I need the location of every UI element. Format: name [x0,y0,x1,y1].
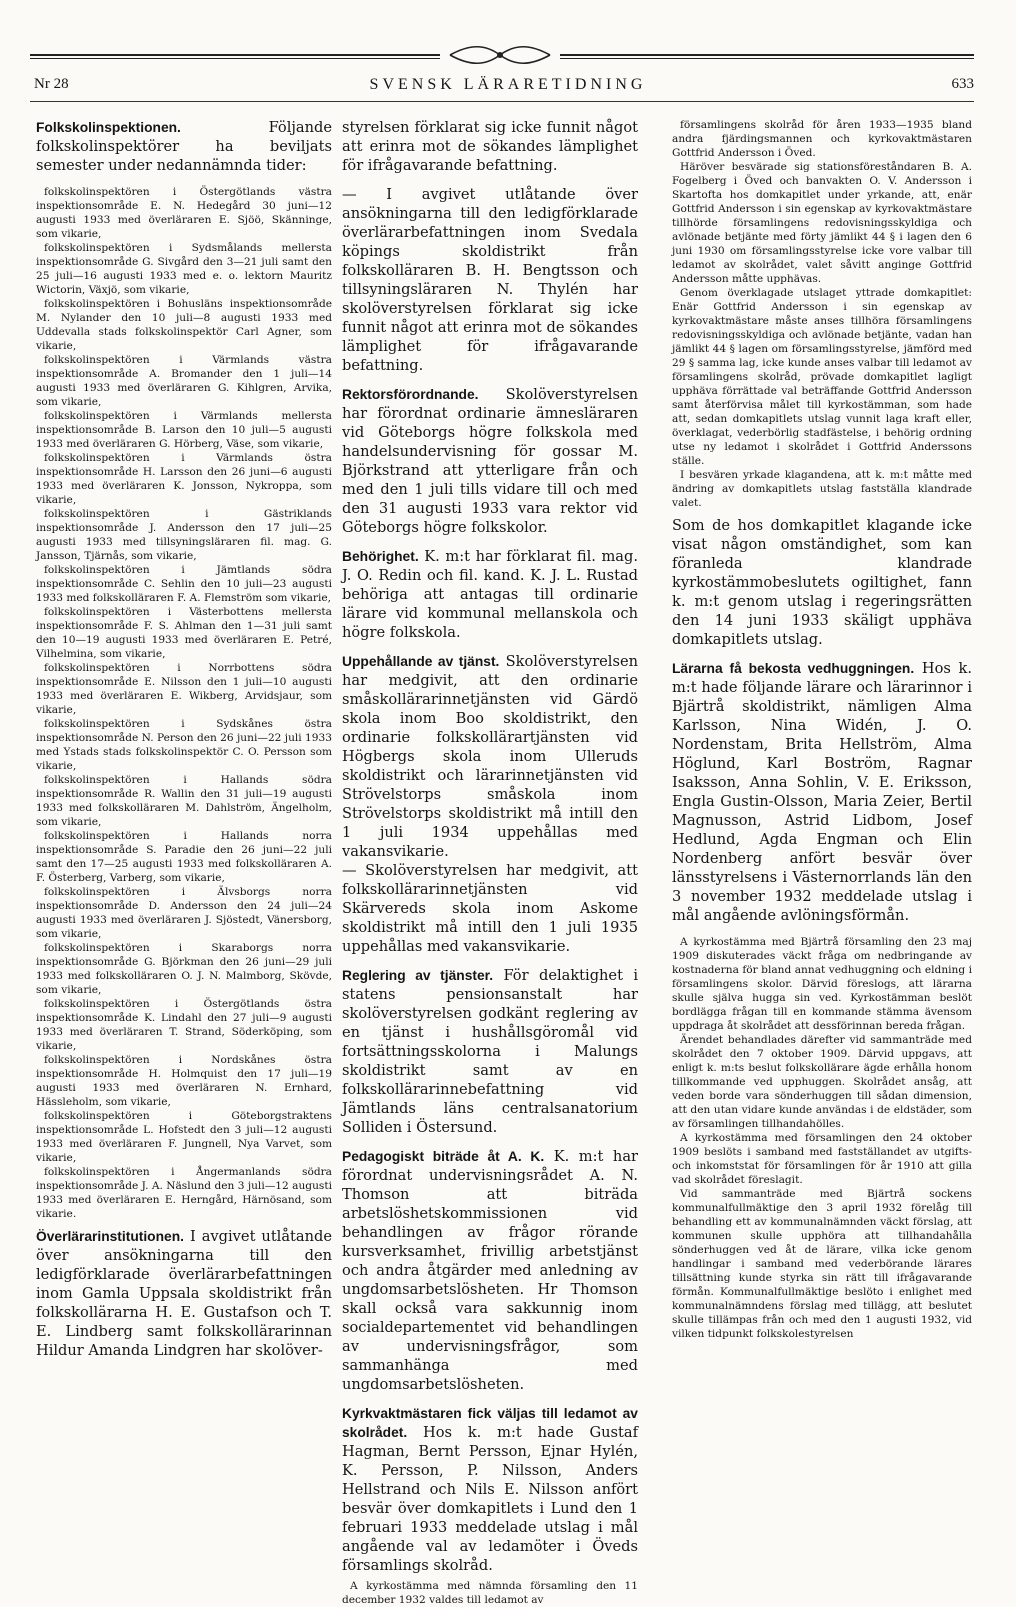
article-heading: Lärarna få bekosta vedhuggningen. [672,661,915,676]
article-body: Skolöverstyrelsen har förordnat ordinarie ämnesläraren vid Göteborgs högre folkskola med handelsundervisning för gossar M. Björkstrand att ytterligare från och med den 1 juli tills vidare till och med den 31 augusti 1933 vara rektor vid Göteborgs högre folkskolor. [342,386,638,536]
article-heading: Kyrkvaktmästaren fick väljas till ledamot av skolrådet. [342,1406,638,1440]
article-body: Som de hos domkapitlet klagande icke visat någon omständighet, som kan föranleda klandrade kyrkostämmobeslutets ogiltighet, fann k. m:t genom utslag i regeringsrätten den 14 juni 1933 skäligt upphäva domkapitlets utslag. [672,517,972,648]
small-paragraph: Genom överklagade utslaget yttrade domkapitlet: Enär Gottfrid Andersson i sin egenskap av kyrkovaktmästare måste anses tillhöra församlingens redovisningsskyldiga och avlönade betjänte, vadan han jämlikt 44 § lagen om församlingsstyrelse, jämförd med 29 § samma lag, icke kunde anses valbar till ledamot av församlingens skolråd, prövade domkapitlet lagligt upphäva förrättade val beträffande Gottfrid Andersson samt återförvisa målet till kyrkostämman, som hade att, sedan domkapitlets utslag vunnit laga kraft eller, överklagat, vederbörlig stadfästelse, i behörig ordning utse ny ledamot i skolrådet i Gottfrid Anderssons ställe. [672,287,972,467]
column-2 [342,118,638,1607]
article-body: Hos k. m:t hade följande lärare och lärarinnor i Bjärtrå skoldistrikt, nämligen Alma Karlsson, Nina Widén, J. O. Nordenstam, Brita Hellström, Alma Höglund, Karl Boström, Ragnar Isaksson, Anna Sohlin, V. E. Eriksson, Engla Gustin-Olsson, Maria Zeier, Bertil Magnusson, Astrid Lidbom, Josef Hedlund, Agda Engman och Elin Nordenberg anfört besvär över länsstyrelsens i Västernorrlands län den 3 november 1932 meddelade utslag i mål angående avlöningsförmån. [672,660,973,924]
column-3 [672,118,972,1341]
list-item: folkskolinspektören i Ångermanlands södra inspektionsområde J. A. Näslund den 3 juli—12 augusti 1933 med överläraren E. Herngård, Härnösand, som vikarie. [36,1166,332,1220]
list-item: folkskolinspektören i Hallands norra inspektionsområde S. Paradie den 26 juni—22 juli samt den 17—25 augusti 1933 med folkskolläraren A. F. Österberg, Varberg, som vikarie, [36,830,332,884]
list-item: folkskolinspektören i Bohusläns inspektionsområde M. Nylander den 10 juli—8 augusti 1933 med Uddevalla stads folkskolinspektör Carl Agner, som vikarie, [36,298,332,352]
article-body: styrelsen förklarat sig icke funnit något att erinra mot de sökandes lämplighet för ifrågavarande befattning. [342,119,638,174]
article-folkskolinspektionen [36,118,332,175]
list-item: folkskolinspektören i Norrbottens södra inspektionsområde E. Nilsson den 1 juli—10 augusti 1933 med överläraren E. Wikberg, Arvidsjaur, som vikarie, [36,662,332,716]
list-item: folkskolinspektören i Nordskånes östra inspektionsområde H. Holmquist den 17 juli—19 augusti 1933 med överläraren N. Ernhard, Hässleholm, som vikarie, [36,1054,332,1108]
article-body: Hos k. m:t hade Gustaf Hagman, Bernt Persson, Ejnar Hylén, K. Persson, P. Nilsson, Anders Hellstrand och Nils E. Nilsson anfört besvär över domkapitlets i Lund den 1 februari 1933 meddelade utslag i mål angående val av ledamöter i Öveds församlings skolråd. [342,1424,638,1574]
article-heading: Behörighet. [342,549,419,564]
article-body: För delaktighet i statens pensionsanstalt har skolöverstyrelsen godkänt reglering av en tjänst i hushållsgöromål vid fortsättningsskolorna i Malungs skoldistrikt samt av en folkskollärarinnebefattning vid Jämtlands läns centralsanatorium Solliden i Östersund. [342,967,639,1136]
article-body: — I avgivet utlåtande över ansökningarna till den ledigförklarade överlärarbefattningen inom Svedala köpings skoldistrikt från folkskolläraren B. H. Bengtsson och tillsyningsläraren N. Thylén har skolöverstyrelsen förklarat sig icke funnit något att erinra mot de sökandes lämplighet för ifrågavarande befattning. [342,186,638,374]
article-body: K. m:t har förordnat undervisningsrådet A. N. Thomson att biträda arbetslöshetskommissionen vid behandlingen av frågor rörande kursverksamhet, frivillig arbetstjänst och andra åtgärder med anledning av ungdomsarbetslösheten. Hr Thomson skall också vara sakkunnig inom socialdepartementet vid behandlingen av undervisningsfrågor, som sammanhänga med ungdomsarbetslösheten. [342,1148,638,1393]
header-rule [30,101,974,102]
list-item: folkskolinspektören i Sydsmålands mellersta inspektionsområde G. Sivgård den 3—21 juli samt den 25 juli—16 augusti 1933 med e. o. lektorn Mauritz Wictorin, Växjö, som vikarie, [36,242,332,296]
article-body: Skolöverstyrelsen har medgivit, att den ordinarie småskollärarinnetjänsten vid Gärdö skola inom Boo skoldistrikt, den ordinarie folkskollärartjänsten vid Högbergs skola inom Ulleruds skoldistrikt och lärarinnetjänsten vid Strövelstorps småskola inom Strövelstorps skoldistrikt må intill den 1 juli 1934 uppehållas med vakansvikarie. [342,653,638,860]
article-body: Följande folkskolinspektörer ha beviljats semester under nedannämnda tider: [36,119,332,174]
article-vedhuggningen [672,659,972,925]
page-number: 633 [951,76,974,92]
article-uppehallande [342,652,638,861]
article-heading: Folkskolinspektionen. [36,120,181,135]
article-behorighet [342,547,638,642]
article-heading: Reglering av tjänster. [342,968,494,983]
list-item: folkskolinspektören i Värmlands mellersta inspektionsområde B. Larson den 10 juli—5 augusti 1933 med överläraren G. Hörberg, Väse, som vikarie, [36,410,332,450]
small-text-block [672,935,972,1341]
article-body: K. m:t har förklarat fil. mag. J. O. Redin och fil. kand. K. J. L. Rustad behöriga att antagas till ordinarie lärare vid kommunal mellanskola och högre folkskola. [342,548,638,641]
list-item: folkskolinspektören i Älvsborgs norra inspektionsområde D. Andersson den 24 juli—24 augusti 1933 med överläraren J. Sjöstedt, Vänersborg, som vikarie, [36,886,332,940]
list-item: folkskolinspektören i Skaraborgs norra inspektionsområde G. Björkman den 26 juni—29 juli 1933 med folkskolläraren O. J. N. Malmborg, Skövde, som vikarie, [36,942,332,996]
issue-number: Nr 28 [34,76,69,92]
list-item: folkskolinspektören i Hallands södra inspektionsområde R. Wallin den 31 juli—19 augusti 1933 med folkskolläraren M. Dahlström, Ängelholm, som vikarie, [36,774,332,828]
small-paragraph: församlingens skolråd för åren 1933—1935 bland andra fjärdingsmannen och kyrkovaktmästaren Gottfrid Andersson i Öved. [672,119,972,159]
small-paragraph: Vid sammanträde med Bjärtrå sockens kommunalfullmäktige den 3 april 1932 förelåg till behandling ett av kommunalnämnden väckt förslag, att kommunen skulle upphöra att tillhandahålla sönderhuggen ved åt de lärare, vilka icke genom handlingar i samband med vederbörande lärares tillsättning kunde styrka sin rätt till ifrågavarande förmån. Kommunalfullmäktige beslöto i enlighet med kommunalnämndens förslag med tillägg, att beslutet skulle tillämpas från och med den 1 augusti 1932, vid vilken tidpunkt folkskolestyrelsen [672,1188,972,1340]
list-item: folkskolinspektören i Östergötlands östra inspektionsområde K. Lindahl den 27 juli—9 augusti 1933 med överläraren T. Strand, Söderköping, som vikarie, [36,998,332,1052]
list-item: folkskolinspektören i Sydskånes östra inspektionsområde N. Person den 26 juni—22 juli 1933 med Ystads stads folkskolinspektör C. O. Persson som vikarie, [36,718,332,772]
article-heading: Uppehållande av tjänst. [342,654,500,669]
header-ornament-icon [440,42,560,68]
small-paragraph: Ärendet behandlades därefter vid sammanträde med skolrådet den 7 oktober 1909. Därvid uppgavs, att enligt k. m:ts beslut folkskollärare ägde erhålla honom tillkommande ved upphuggen. Skolrådet ansåg, att veden borde vara sönderhuggen till sådan dimension, att den utan vidare kunde användas i de eldstäder, som av församlingen tillhandahölles. [672,1034,972,1130]
article-reglering [342,966,638,1137]
list-item: folkskolinspektören i Jämtlands södra inspektionsområde C. Sehlin den 10 juli—23 augusti 1933 med folkskolläraren F. A. Flemström som vikarie, [36,564,332,604]
small-paragraph: A kyrkostämma med församlingen den 24 oktober 1909 beslöts i samband med fastställandet av utgifts- och inkomststat för församlingen för år 1910 att gilla vad skolrådet föreslagit. [672,1132,972,1186]
journal-title: SVENSK LÄRARETIDNING [369,76,647,93]
list-item: folkskolinspektören i Gästriklands inspektionsområde J. Andersson den 17 juli—25 augusti 1933 med tillsyningsläraren fil. mag. G. Jansson, Tjärnås, som vikarie, [36,508,332,562]
list-item: folkskolinspektören i Värmlands västra inspektionsområde A. Bromander den 1 juli—14 augusti 1933 med överläraren G. Kihlgren, Arvika, som vikarie, [36,354,332,408]
article-kyrkvaktmastaren [342,1404,638,1575]
article-heading: Överlärarinstitutionen. [36,1229,184,1244]
article-body: — Skolöverstyrelsen har medgivit, att folkskollärarinnetjänsten vid Skärvereds skola inom Askome skoldistrikt må intill den 1 juli 1935 uppehållas med vakansvikarie. [342,862,638,955]
small-paragraph: A kyrkostämma med Bjärtrå församling den 23 maj 1909 diskuterades väckt fråga om nedbringande av kostnaderna för bland annat vedhuggning och eldning i församlingens skolor. Därvid föreslogs, att lärarna skulle själva hugga sin ved. Kyrkostämman beslöt bordlägga frågan till en kommande stämma ävensom uppdraga åt skolrådet att dessförinnan bereda frågan. [672,936,972,1032]
article-small-text: A kyrkostämma med nämnda församling den 11 december 1932 valdes till ledamot av [342,1580,638,1606]
article-body: I avgivet utlåtande över ansökningarna till den ledigförklarade överlärarbefattningen inom Gamla Uppsala skoldistrikt från folkskollärarna H. E. Gustafson och T. E. Lindberg samt folkskollärarinnan Hildur Amanda Lindgren har skolöver- [36,1228,332,1359]
article-heading: Rektorsförordnande. [342,387,479,402]
list-item: folkskolinspektören i Göteborgstraktens inspektionsområde L. Hofstedt den 3 juli—12 augusti 1933 med överläraren F. Jungnell, Nya Varvet, som vikarie, [36,1110,332,1164]
column-1 [36,118,332,1370]
article-rektorsforordnande [342,385,638,537]
inspector-list [36,185,332,1221]
small-paragraph: I besvären yrkade klagandena, att k. m:t måtte med ändring av domkapitlets utslag fastställa klandrade valet. [672,469,972,509]
small-paragraph: Häröver besvärade sig stationsföreståndaren B. A. Fogelberg i Öved och banvakten O. V. Andersson i Skartofta hos domkapitlet under yrkande, att, enär Gottfrid Andersson i sin egenskap av kyrkovaktmästare tillhörde församlingens redovisningsskyldiga och avlönade betjänte med förty jämlikt 44 § i lagen den 6 juni 1930 om församlingsstyrelse icke vore valbar till ledamot av skolrådet, valet såvitt anginge Gottfrid Andersson måtte upphävas. [672,161,972,285]
article-overlararinstitutionen [36,1227,332,1360]
list-item: folkskolinspektören i Värmlands östra inspektionsområde H. Larsson den 26 juni—6 augusti 1933 med överläraren K. Jonsson, Nykroppa, som vikarie, [36,452,332,506]
article-pedagogiskt-bitrade [342,1147,638,1394]
list-item: folkskolinspektören i Östergötlands västra inspektionsområde E. N. Hedegård 30 juni—12 augusti 1933 med överläraren E. Sjöö, Skänninge, som vikarie, [36,186,332,240]
list-item: folkskolinspektören i Västerbottens mellersta inspektionsområde F. S. Ahlman den 1—31 juli samt den 10—19 augusti 1933 med överläraren E. Petré, Vilhelmina, som vikarie, [36,606,332,660]
small-text-block [672,118,972,510]
article-heading: Pedagogiskt biträde åt A. K. [342,1149,545,1164]
